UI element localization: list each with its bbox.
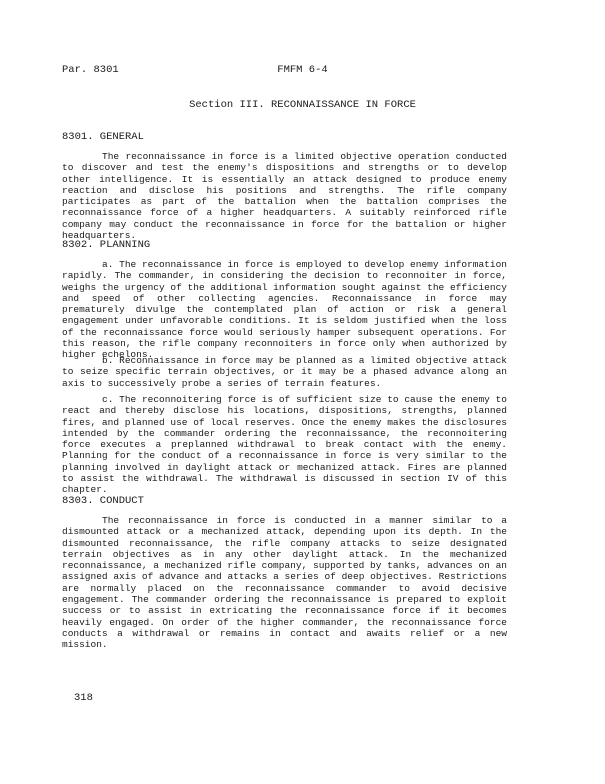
page-number: 318: [74, 692, 93, 704]
heading-general: 8301. GENERAL: [62, 131, 144, 143]
paragraph-planning-a: a. The reconnaissance in force is employed to develop enemy information rapidly. The commander, in considering the decision to reconnoiter in force, weighs the urgency of the additional information sought against the efficiency and speed of other collecting agencies. Reconnaissance in force may prematurely divulge the contemplated plan of action or risk a general engagement under unfavorable conditions. It is seldom justified when the loss of the reconnaissance force would seriously hamper subsequent operations. For this reason, the rifle company reconnoiters in force only when authorized by higher echelons.: [62, 259, 507, 361]
paragraph-planning-b: b. Reconnaissance in force may be planned as a limited objective attack to seize specific terrain objectives, or it may be a phased advance along an axis to successively probe a series of terrain features.: [62, 355, 507, 389]
heading-conduct: 8303. CONDUCT: [62, 495, 144, 507]
document-id: FMFM 6-4: [277, 64, 328, 76]
paragraph-reference: Par. 8301: [62, 64, 119, 76]
heading-planning: 8302. PLANNING: [62, 239, 151, 251]
paragraph-general: The reconnaissance in force is a limited objective operation conducted to discover and test the enemy's dispositions and strengths or to develop other intelligence. It is essentially an attack designed to produce enemy reaction and disclose his positions and strengths. The rifle company participates as part of the battalion when the battalion comprises the reconnaissance force of a higher headquarters. A suitably reinforced rifle company may conduct the reconnaissance in force for the battalion or higher headquarters.: [62, 151, 507, 242]
section-title: Section III. RECONNAISSANCE IN FORCE: [189, 99, 416, 111]
paragraph-planning-c: c. The reconnoitering force is of sufficient size to cause the enemy to react and thereby disclose his locations, dispositions, strengths, planned fires, and planned use of local reserves. Once the enemy makes the disclosures intended by the commander ordering the reconnaissance, the reconnoitering force executes a preplanned withdrawal to break contact with the enemy. Planning for the conduct of a reconnaissance in force is very similar to the planning involved in daylight attack or mechanized attack. Fires are planned to assist the withdrawal. The withdrawal is discussed in section IV of this chapter.: [62, 394, 507, 496]
paragraph-conduct: The reconnaissance in force is conducted in a manner similar to a dismounted attack or a mechanized attack, depending upon its depth. In the dismounted reconnaissance, the rifle company attacks to seize designated terrain objectives as in any other daylight attack. In the mechanized reconnaissance, a mechanized rifle company, supported by tanks, advances on an assigned axis of advance and attacks a series of deep objectives. Restrictions are normally placed on the reconnaissance commander to avoid decisive engagement. The commander ordering the reconnaissance is prepared to exploit success or to assist in extricating the reconnaissance force if it becomes heavily engaged. On order of the higher commander, the reconnaissance force conducts a withdrawal or remains in contact and awaits relief or a new mission.: [62, 515, 507, 651]
